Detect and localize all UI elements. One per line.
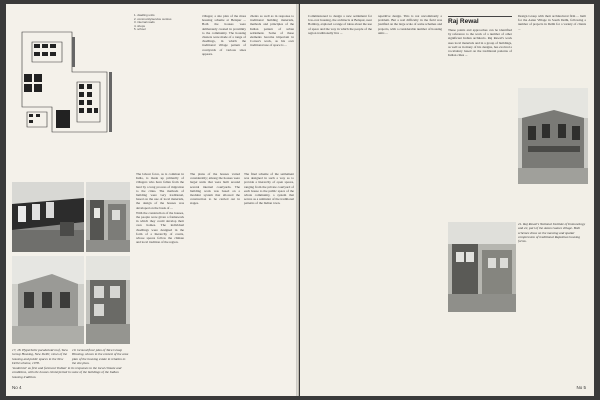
housing-photo-3	[12, 256, 84, 344]
plan-legend	[134, 14, 194, 32]
left-body-column-4	[190, 172, 240, 367]
paragraph: With the construction of the houses, the people were given a framework in which they could develop their own homes. The individual dwellings were designed in the form of a hierarchy of courts, whose spaces follow the climate and local tradition of the region.	[136, 210, 184, 245]
asian-games-photo	[448, 222, 516, 312]
left-body-column-3	[136, 172, 184, 367]
book-spread	[6, 4, 594, 396]
legend-item: 5. school	[134, 27, 146, 32]
housing-photo-1	[12, 182, 84, 252]
section-rule	[448, 16, 512, 17]
legend-item: 1. dwelling units	[134, 13, 155, 17]
paragraph: villages; a site plan of the mass housing scheme at Belapur ... Both the houses were deliberately created in proximity to the community. The housing clusters were made of a range of dwellings, in which the traditional village pattern of courtyards of various sizes appears.	[202, 14, 246, 56]
right-body-column-2	[378, 14, 442, 374]
paragraph: Design Group with their architectural firm ... built for the Asian Village in South Delhi, following a number of projects in Delhi for a variety of clients ...	[518, 14, 586, 31]
caption-21-22: 21. Raj Rewal's National Institute of Immunology and 22, part of the Asian Games village. Both schemes draw on the massing and spatial compression of traditional Rajasthan housing forms.	[518, 222, 586, 244]
left-page	[6, 4, 299, 396]
paragraph: clients as well as in response to traditional building materials, methods and principles of the Indian pattern of urban settlement. Some of these elements become important in Correa's work, as his own traditional use of space is ...	[250, 14, 294, 48]
left-body-column-1	[202, 14, 246, 164]
paragraph: repetitive design. This is not uncommonly a problem. But a real difficulty in the field was justified on the large scale of some schemes and projects, with a considerable number of housing units ...	[378, 14, 442, 35]
page-number: No 5	[576, 385, 586, 390]
right-body-column-1	[308, 14, 372, 374]
paragraph: Commissioned to design a new settlement for low-cost housing, the architects at Belapur, near Bombay, explored a range of ideas about the use of space and the way in which the people of the region traditionally live ...	[308, 14, 372, 35]
legend-item: 2. community/service centres	[134, 16, 172, 21]
paragraph: The labour force, as is common in India, is made up primarily of villagers who have fallen from the land by a long process of migration to the cities. The methods of building were very traditional, based on the use of local materials, the design of the houses was developed on the basis of ...	[136, 172, 184, 210]
paragraph: The final scheme of the settlement was designed in such a way as to provide a hierarchy of open spaces, ranging from the private courtyard of each house to the public space of the whole community, a system that serves as a reminder of the traditional patterns of the Indian town.	[244, 172, 294, 206]
housing-photo-4	[86, 256, 130, 344]
left-body-column-5	[244, 172, 294, 367]
left-body-column-2	[250, 14, 294, 164]
paragraph: These points and approaches can be identified by reference to the work of a number of other significant Indian architects. Raj Rewal's work uses local materials and in a group of buildings, as well as in many of his designs, has evolved a vocabulary based on the traditional patterns of Indian cities ...	[448, 28, 512, 58]
housing-photo-2	[86, 182, 130, 252]
right-body-column-4	[518, 14, 586, 86]
section-heading: Raj Rewal	[448, 18, 479, 25]
page-number: No 4	[12, 385, 22, 390]
legend-item: 3. internal roads	[134, 20, 155, 25]
right-page	[300, 4, 594, 396]
modernist-note: 'modernist' as first and foremost 'Indian' in its responses to the local climate and conditions, with the houses reinterpreted in some of the buildings of the Indian housing tradition.	[12, 366, 122, 379]
caption-17-18: 17, 18. Hyperbolic paraboloid roof, Tara Group Housing, New Delhi; views of the housing and public spaces in the New Delhi scheme, 1978.	[12, 348, 68, 365]
legend-item: 4. shops	[134, 23, 145, 28]
site-plan-drawing	[12, 12, 130, 162]
caption-19: 19. Ground floor plan of Tara Group Housing, shown in the context of the area plan of the housing estate in relation to the site plan.	[72, 348, 129, 365]
institute-photo	[518, 88, 588, 184]
paragraph: The plans of the houses varied considerably; among the houses were larger units that were built around several internal courtyards. The building work was based on a modular system that allowed the construction to be carried out in stages.	[190, 172, 240, 206]
